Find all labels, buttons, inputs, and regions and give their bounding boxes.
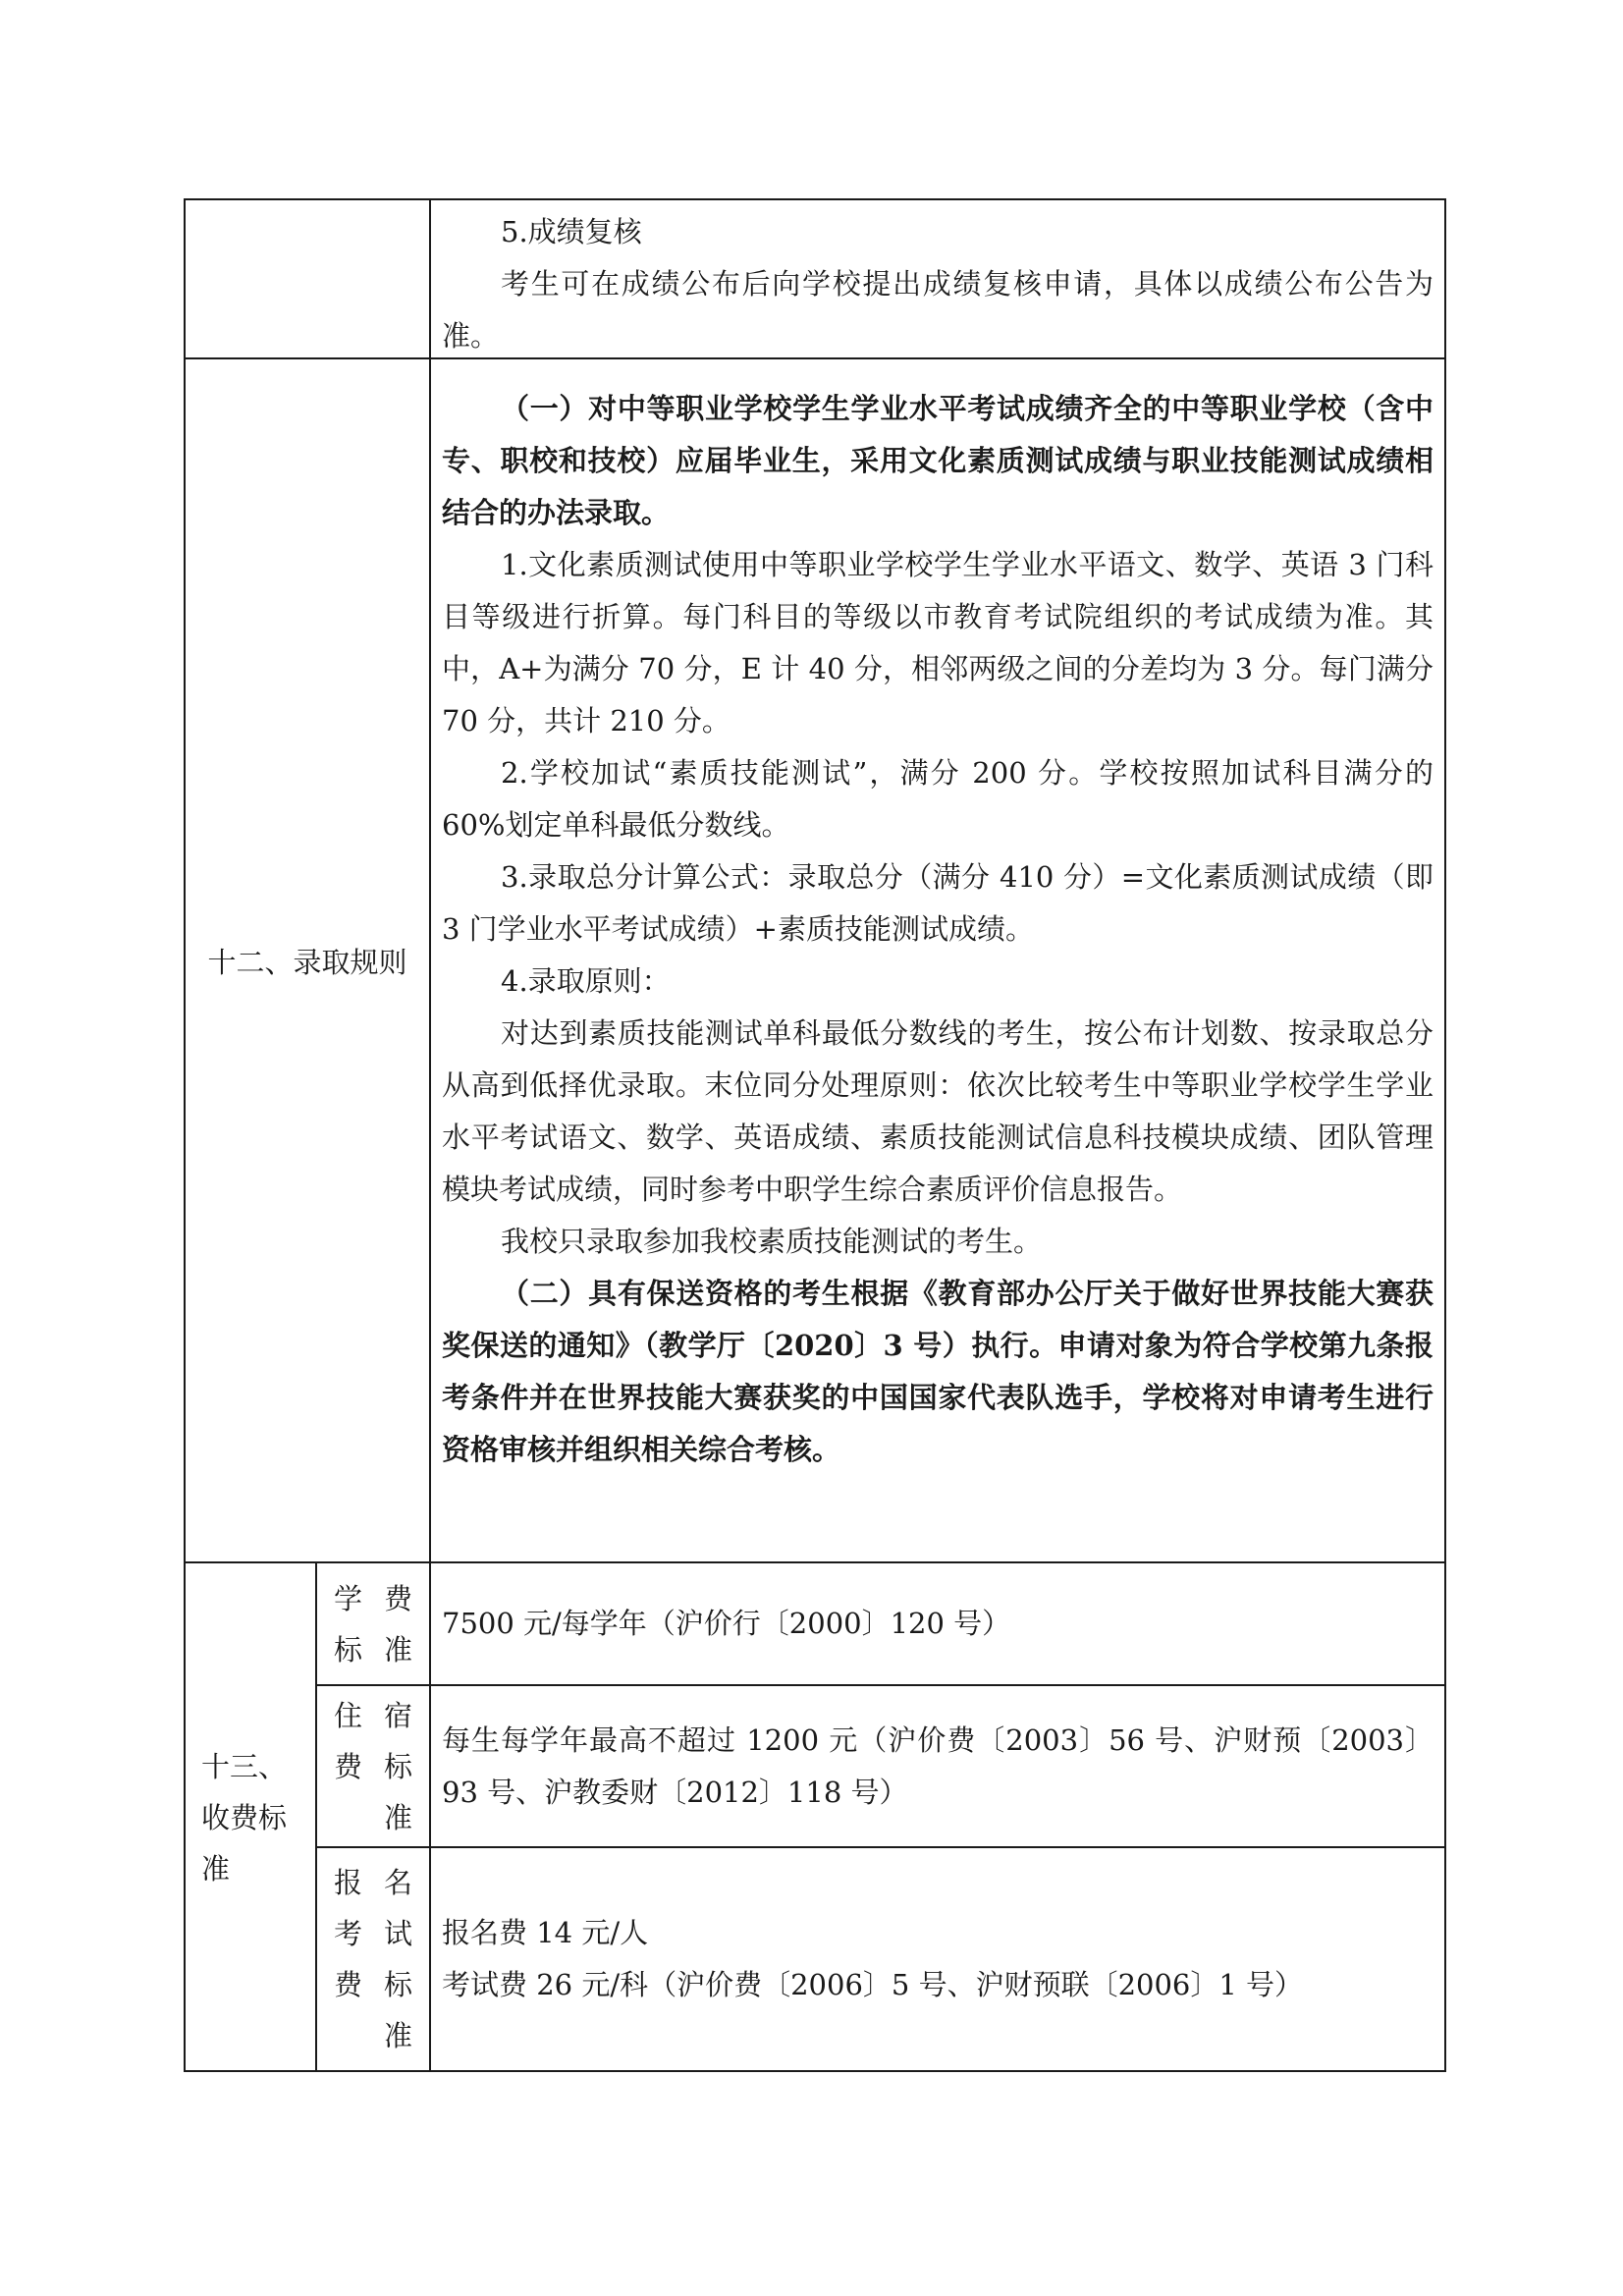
exam-fee-value bbox=[442, 1848, 1434, 2070]
exam-fee-label-line1: 报 名 bbox=[334, 1866, 412, 1899]
accommodation-text: 每生每学年最高不超过 1200 元（沪价费〔2003〕56 号、沪财预〔2003〕93 号、沪教委财〔2012〕118 号） bbox=[442, 1722, 1434, 1809]
accommodation-label-line1: 住 宿 bbox=[334, 1698, 412, 1732]
rule-item-4-note: 我校只录取参加我校素质技能测试的考生。 bbox=[501, 1225, 1043, 1258]
tuition-label-line2: 标 准 bbox=[334, 1632, 412, 1667]
section-12-content bbox=[442, 383, 1434, 1476]
table-right-border bbox=[1444, 198, 1446, 2072]
exam-fee-line2: 考试费 26 元/科（沪价费〔2006〕5 号、沪财预联〔2006〕1 号） bbox=[442, 1968, 1304, 2001]
accommodation-value bbox=[442, 1686, 1434, 1846]
section-12-title: 十二、录取规则 bbox=[207, 945, 407, 979]
section-13-title: 十三、收费标准 bbox=[201, 1750, 288, 1886]
score-review-cell bbox=[442, 206, 1434, 362]
rule-item-4-title: 4.录取原则： bbox=[501, 964, 671, 998]
section-13-label bbox=[191, 1563, 313, 2072]
column-divider bbox=[429, 198, 431, 2072]
tuition-label bbox=[317, 1563, 429, 1684]
score-review-heading: 5.成绩复核 bbox=[501, 215, 642, 248]
accommodation-label bbox=[317, 1686, 429, 1846]
tuition-label-line1: 学 费 bbox=[334, 1581, 412, 1615]
rule-item-3: 3.录取总分计算公式：录取总分（满分 410 分）=文化素质测试成绩（即 3 门学业水平考试成绩）+素质技能测试成绩。 bbox=[442, 860, 1434, 946]
part2-paragraph: （二）具有保送资格的考生根据《教育部办公厅关于做好世界技能大赛获奖保送的通知》（教学厅〔2020〕3 号）执行。申请对象为符合学校第九条报考条件并在世界技能大赛获奖的中国国家代表队选手，学校将对申请考生进行资格审核并组织相关综合考核。 bbox=[442, 1277, 1434, 1466]
accommodation-label-line3: 准 bbox=[383, 1800, 412, 1834]
exam-fee-label-line2: 考 试 bbox=[334, 1917, 412, 1950]
exam-fee-label-line4: 准 bbox=[383, 2019, 412, 2052]
tuition-text: 7500 元/每学年（沪价行〔2000〕120 号） bbox=[442, 1607, 1011, 1640]
part1-heading: （一）对中等职业学校学生学业水平考试成绩齐全的中等职业学校（含中专、职校和技校）应届毕业生，采用文化素质测试成绩与职业技能测试成绩相结合的办法录取。 bbox=[442, 392, 1434, 529]
accommodation-label-line2: 费 标 bbox=[334, 1749, 412, 1783]
tuition-value bbox=[442, 1563, 1434, 1684]
exam-fee-label bbox=[317, 1848, 429, 2070]
rule-item-1: 1.文化素质测试使用中等职业学校学生学业水平语文、数学、英语 3 门科目等级进行折算。每门科目的等级以市教育考试院组织的考试成绩为准。其中，A+为满分 70 分，E 计 40 分，相邻两级之间的分差均为 3 分。每门满分 70 分，共计 210 分。 bbox=[442, 548, 1434, 738]
table-top-border bbox=[184, 198, 1446, 200]
rule-item-4-paragraph: 对达到素质技能测试单科最低分数线的考生，按公布计划数、按录取总分从高到低择优录取。末位同分处理原则：依次比较考生中等职业学校学生学业水平考试语文、数学、英语成绩、素质技能测试信息科技模块成绩、团队管理模块考试成绩，同时参考中职学生综合素质评价信息报告。 bbox=[442, 1016, 1434, 1206]
rule-item-2: 2.学校加试“素质技能测试”，满分 200 分。学校按照加试科目满分的 60%划定单科最低分数线。 bbox=[442, 756, 1434, 842]
section-12-label bbox=[186, 359, 429, 1561]
table-bottom-border bbox=[184, 2070, 1446, 2072]
exam-fee-line1: 报名费 14 元/人 bbox=[442, 1916, 649, 1949]
score-review-paragraph: 考生可在成绩公布后向学校提出成绩复核申请，具体以成绩公布公告为准。 bbox=[442, 267, 1434, 353]
exam-fee-label-line3: 费 标 bbox=[334, 1968, 412, 2001]
